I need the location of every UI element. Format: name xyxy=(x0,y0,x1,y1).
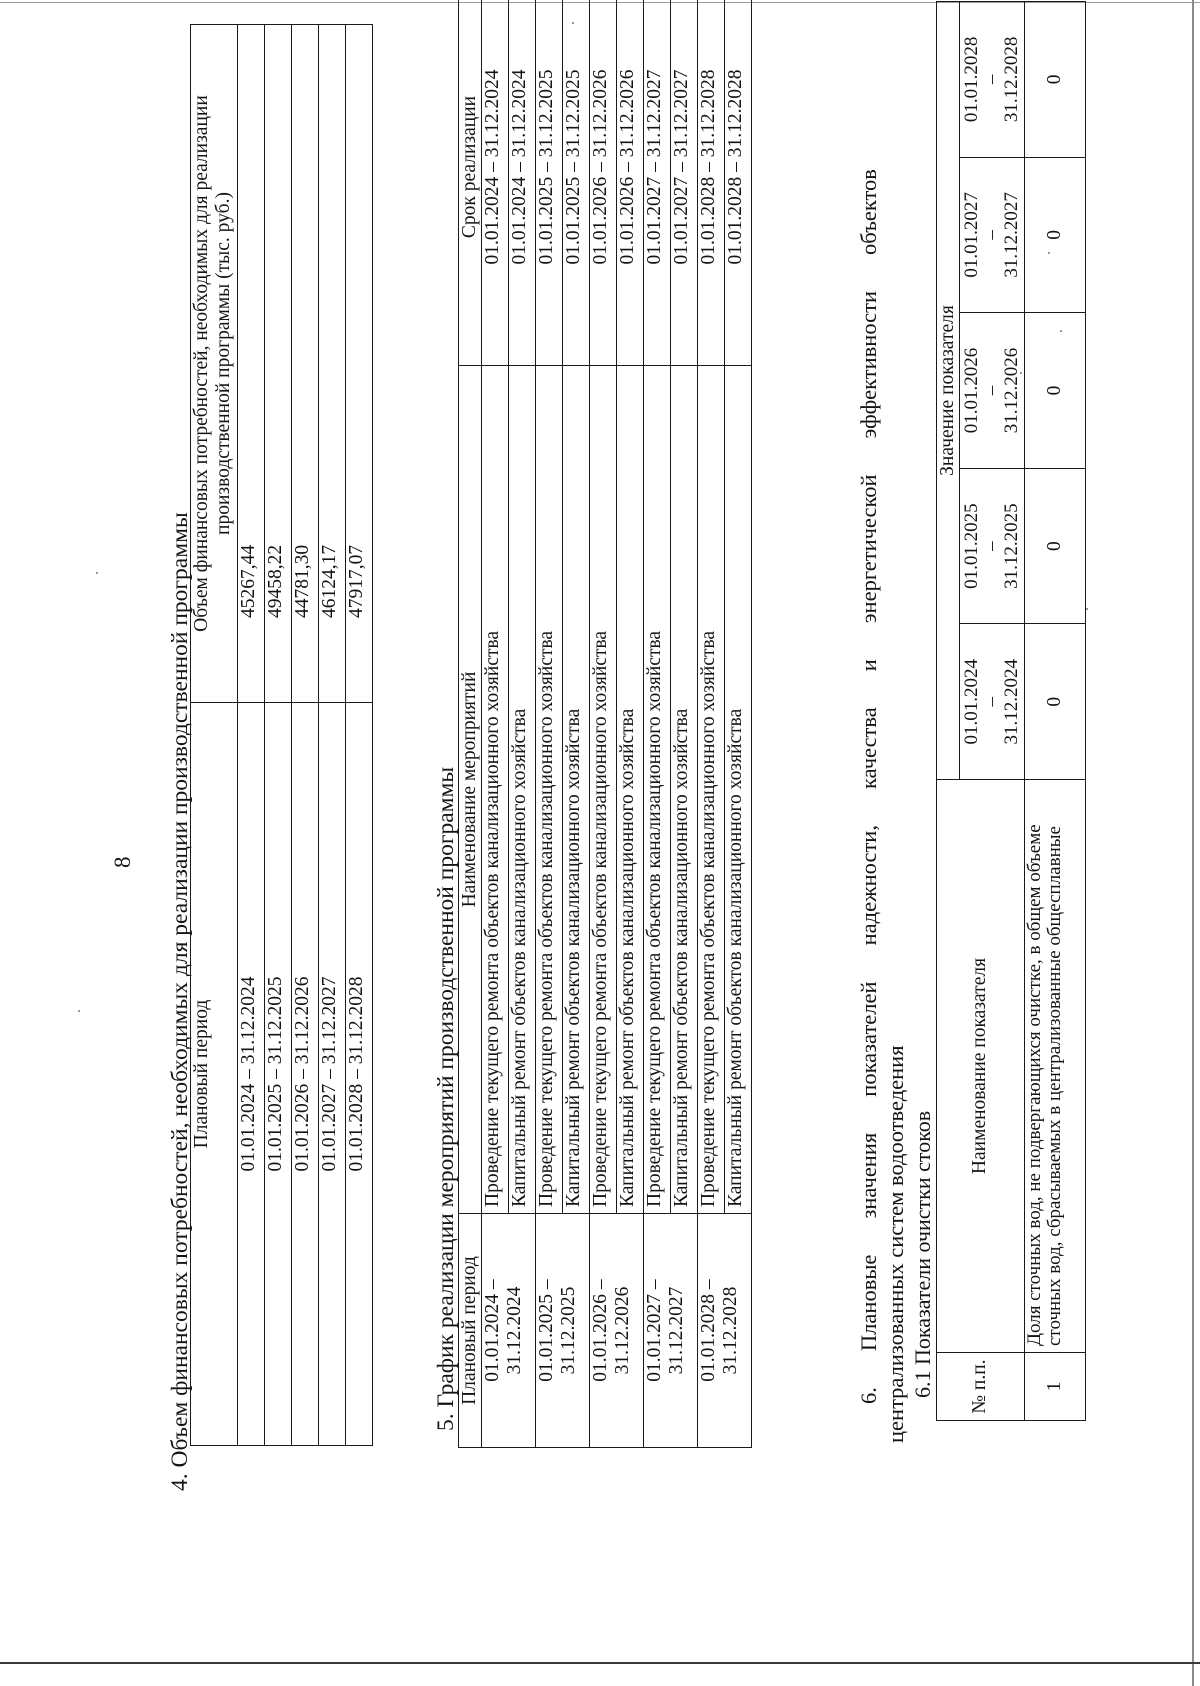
term-cell: 01.01.2027 – 31.12.2027 xyxy=(671,0,698,366)
period-cell xyxy=(536,1214,590,1448)
period-cell xyxy=(698,1214,752,1448)
row-number: 1 xyxy=(1024,1353,1085,1421)
period-line-2: 31.12.2025 xyxy=(557,1286,579,1375)
amount-cell: 46124,17 xyxy=(319,25,346,703)
schedule-table xyxy=(458,0,752,1448)
term-cell: 01.01.2025 – 31.12.2025 xyxy=(563,0,590,366)
amount-cell: 47917,07 xyxy=(346,25,373,703)
table-row xyxy=(265,25,292,1446)
term-cell: 01.01.2026 – 31.12.2026 xyxy=(590,0,617,366)
activity-cell: Проведение текущего ремонта объектов канализационного хозяйства xyxy=(644,366,671,1214)
header-period: Плановый период xyxy=(459,1214,482,1448)
table-row xyxy=(482,0,509,1448)
period-cell: 01.01.2025 – 31.12.2025 xyxy=(265,703,292,1446)
table-row xyxy=(238,25,265,1446)
period-to: 31.12.2024 xyxy=(1000,658,1022,745)
period-from: 01.01.2026 xyxy=(961,347,982,434)
title-word: эффективности xyxy=(856,291,881,439)
header-activity: Наименование мероприятий xyxy=(459,366,482,1214)
activity-cell: Проведение текущего ремонта объектов канализационного хозяйства xyxy=(536,366,563,1214)
page-number: 8 xyxy=(110,856,135,868)
header-period xyxy=(960,313,1025,469)
period-cell xyxy=(644,1214,698,1448)
term-cell: 01.01.2026 – 31.12.2026 xyxy=(617,0,644,366)
activity-cell: Капитальный ремонт объектов канализационного хозяйства xyxy=(671,366,698,1214)
period-line-1: 01.01.2027 – xyxy=(644,1279,665,1382)
period-cell: 01.01.2028 – 31.12.2028 xyxy=(346,703,373,1446)
activity-cell: Проведение текущего ремонта объектов канализационного хозяйства xyxy=(590,366,617,1214)
period-line-1: 01.01.2024 – xyxy=(482,1279,503,1382)
activity-cell: Проведение текущего ремонта объектов канализационного хозяйства xyxy=(698,366,725,1214)
period-from: 01.01.2028 xyxy=(961,36,982,123)
term-cell: 01.01.2028 – 31.12.2028 xyxy=(725,0,752,366)
activity-cell: Капитальный ремонт объектов канализационного хозяйства xyxy=(617,366,644,1214)
period-dash: – xyxy=(980,230,1002,240)
period-dash: – xyxy=(980,74,1002,85)
value-cell: 0 xyxy=(1024,624,1085,780)
term-cell: 01.01.2024 – 31.12.2024 xyxy=(482,0,509,366)
section-5-title: 5. График реализации мероприятий производственной программы xyxy=(433,766,459,1431)
amount-cell: 45267,44 xyxy=(238,25,265,703)
table-row xyxy=(644,0,671,1448)
title-word: Плановые xyxy=(856,1254,881,1352)
section-6-title xyxy=(856,169,882,1404)
period-dash: – xyxy=(980,541,1002,551)
header-amount: Объем финансовых потребностей, необходимых для реализации производственной программы (тыс. руб.) xyxy=(191,25,238,703)
header-term: Срок реализации xyxy=(459,0,482,366)
period-to: 31.12.2025 xyxy=(1000,503,1022,589)
period-dash: – xyxy=(980,385,1002,396)
value-cell: 0 xyxy=(1024,157,1085,313)
period-from: 01.01.2027 xyxy=(961,192,982,278)
period-to: 31.12.2027 xyxy=(1000,192,1022,278)
header-period xyxy=(960,468,1025,624)
period-to: 31.12.2026 xyxy=(1000,347,1022,434)
section-6-1-title: 6.1 Показатели очистки стоков xyxy=(910,1110,935,1398)
table-row xyxy=(1024,2,1085,1421)
value-cell: 0 xyxy=(1024,313,1085,469)
table-row xyxy=(346,25,373,1446)
title-word: и xyxy=(856,659,881,672)
activity-cell: Проведение текущего ремонта объектов канализационного хозяйства xyxy=(482,366,509,1214)
table-row xyxy=(319,25,346,1446)
title-word: качества xyxy=(856,707,881,789)
period-from: 01.01.2024 xyxy=(961,658,982,745)
table-row xyxy=(292,25,319,1446)
indicator-name: Доля сточных вод, не подвергающихся очистке, в общем объеме сточных вод, сбрасываемых в централизованные общесплавные xyxy=(1024,780,1085,1353)
period-to: 31.12.2028 xyxy=(1000,36,1022,123)
title-word: объектов xyxy=(856,169,881,255)
header-period xyxy=(960,157,1025,313)
activity-cell: Капитальный ремонт объектов канализационного хозяйства xyxy=(725,366,752,1214)
period-line-2: 31.12.2027 xyxy=(665,1286,687,1375)
period-cell xyxy=(590,1214,644,1448)
term-cell: 01.01.2028 – 31.12.2028 xyxy=(698,0,725,366)
period-cell: 01.01.2024 – 31.12.2024 xyxy=(238,703,265,1446)
period-line-1: 01.01.2028 – xyxy=(698,1279,719,1382)
section-4-title: 4. Объем финансовых потребностей, необходимых для реализации производственной программы xyxy=(167,512,193,1491)
header-number: № п.п. xyxy=(937,1353,1025,1421)
title-word: энергетической xyxy=(856,474,881,624)
amount-cell: 49458,22 xyxy=(265,25,292,703)
header-period: Плановый период xyxy=(191,703,238,1446)
period-from: 01.01.2025 xyxy=(961,503,982,589)
value-cell: 0 xyxy=(1024,468,1085,624)
value-cell: 0 xyxy=(1024,2,1085,158)
section-6-title-line-2: централизованных систем водоотведения xyxy=(883,1045,908,1443)
treatment-indicators-table xyxy=(936,1,1086,1421)
period-line-1: 01.01.2025 – xyxy=(536,1279,557,1382)
table-header-row xyxy=(191,25,238,1446)
header-values: Значение показателя xyxy=(937,2,960,780)
activity-cell: Капитальный ремонт объектов канализационного хозяйства xyxy=(563,366,590,1214)
term-cell: 01.01.2027 – 31.12.2027 xyxy=(644,0,671,366)
table-header-row xyxy=(459,0,482,1448)
amount-cell: 44781,30 xyxy=(292,25,319,703)
title-word: значения xyxy=(856,1132,881,1219)
header-indicator-name: Наименование показателя xyxy=(937,780,1025,1353)
period-cell: 01.01.2027 – 31.12.2027 xyxy=(319,703,346,1446)
title-word: показателей xyxy=(856,981,881,1097)
section-6-title-line-1 xyxy=(856,169,882,1404)
term-cell: 01.01.2025 – 31.12.2025 xyxy=(536,0,563,366)
title-word: надежности, xyxy=(856,825,881,946)
period-line-1: 01.01.2026 – xyxy=(590,1279,611,1382)
period-line-2: 31.12.2024 xyxy=(503,1286,525,1375)
term-cell: 01.01.2024 – 31.12.2024 xyxy=(509,0,536,366)
title-word: 6. xyxy=(856,1387,881,1404)
table-header-row xyxy=(937,2,960,1421)
table-row xyxy=(590,0,617,1448)
header-period xyxy=(960,2,1025,158)
financial-needs-table xyxy=(190,24,373,1446)
period-cell xyxy=(482,1214,536,1448)
period-dash: – xyxy=(980,696,1002,707)
table-row xyxy=(698,0,725,1448)
activity-cell: Капитальный ремонт объектов канализационного хозяйства xyxy=(509,366,536,1214)
period-cell: 01.01.2026 – 31.12.2026 xyxy=(292,703,319,1446)
period-line-2: 31.12.2026 xyxy=(611,1286,633,1375)
period-line-2: 31.12.2028 xyxy=(719,1286,741,1375)
header-period xyxy=(960,624,1025,780)
table-row xyxy=(536,0,563,1448)
